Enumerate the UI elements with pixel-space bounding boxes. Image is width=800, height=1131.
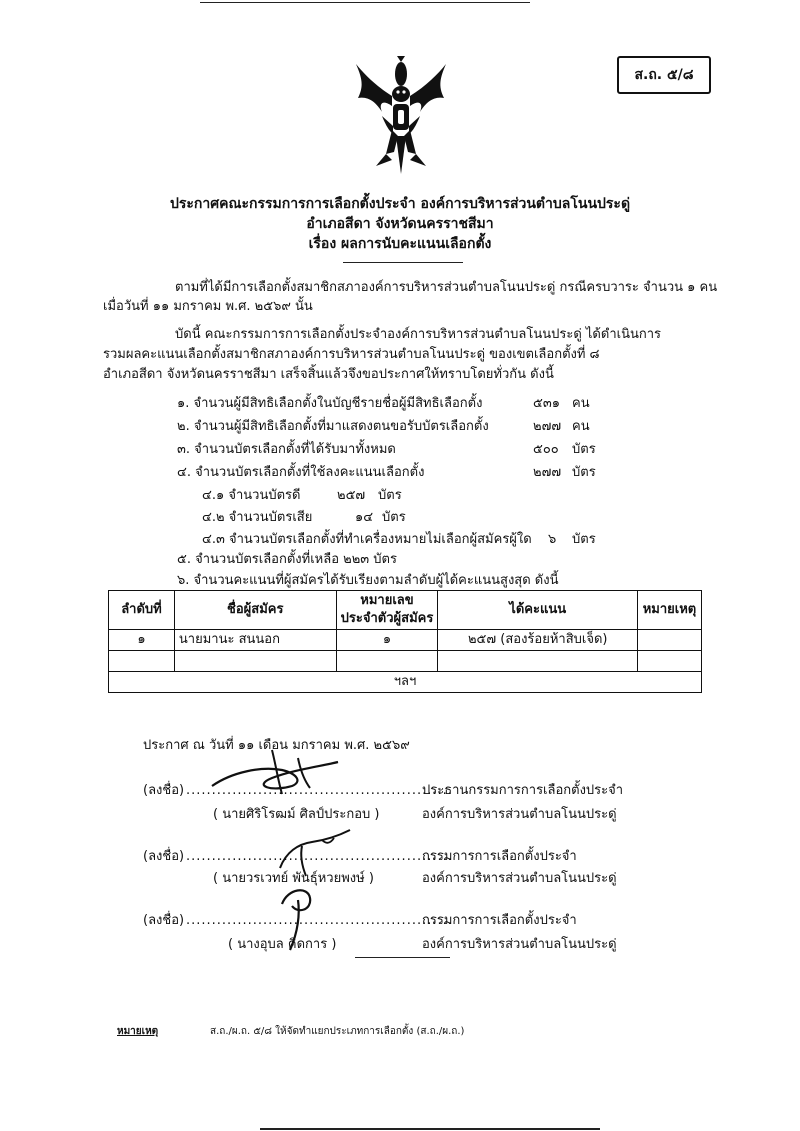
subitem-4-1-label: ๔.๑ จำนวนบัตรดี xyxy=(202,488,301,503)
sign3-dotted-line: .................................................... xyxy=(186,913,453,928)
row-note xyxy=(637,630,701,651)
sign2-title1: กรรมการการเลือกตั้งประจำ xyxy=(422,849,577,864)
signature-2-icon xyxy=(272,822,362,882)
sign3-title2: องค์การบริหารส่วนตำบลโนนประดู่ xyxy=(422,937,617,952)
item-3-unit: บัตร xyxy=(572,442,596,457)
header-line1: ประกาศคณะกรรมการการเลือกตั้งประจำ องค์การบริหารส่วนตำบลโนนประดู่ xyxy=(169,196,631,212)
garuda-emblem-icon xyxy=(346,56,456,176)
header-line3: เรื่อง ผลการนับคะแนนเลือกตั้ง xyxy=(308,236,492,252)
item-6: ๖. จำนวนคะแนนที่ผู้สมัครได้รับเรียงตามลำดับผู้ได้คะแนนสูงสุด ดังนี้ xyxy=(177,573,559,588)
note-label: หมายเหตุ xyxy=(117,1026,159,1037)
table-footer-row xyxy=(109,672,702,693)
subitem-4-1-value: ๒๕๗ xyxy=(337,488,366,503)
row-name: นายมานะ สนนอก xyxy=(174,630,336,651)
table-footer: ฯลฯ xyxy=(109,672,702,693)
paragraph2-line1: บัดนี้ คณะกรรมการการเลือกตั้งประจำองค์การบริหารส่วนตำบลโนนประดู่ ได้ดำเนินการ xyxy=(175,327,661,342)
subitem-4-2-unit: บัตร xyxy=(382,510,406,525)
sign2-title2: องค์การบริหารส่วนตำบลโนนประดู่ xyxy=(422,871,617,886)
item-4-label: ๔. จำนวนบัตรเลือกตั้งที่ใช้ลงคะแนนเลือกตั้ง xyxy=(177,465,425,480)
item-3-label: ๓. จำนวนบัตรเลือกตั้งที่ได้รับมาทั้งหมด xyxy=(177,442,396,457)
sign3-name: ( นางอุบล คิดการ ) xyxy=(228,937,337,952)
paragraph1-line1: ตามที่ได้มีการเลือกตั้งสมาชิกสภาองค์การบริหารส่วนตำบลโนนประดู่ กรณีครบวาระ จำนวน ๑ คน xyxy=(175,280,718,295)
signature-divider xyxy=(355,957,450,958)
note-text: ส.ถ./ผ.ถ. ๕/๘ ให้จัดทำแยกประเภทการเลือกตั้ง (ส.ถ./ผ.ถ.) xyxy=(210,1026,465,1037)
form-code-box: ส.ถ. ๕/๘ xyxy=(617,56,711,94)
item-2-label: ๒. จำนวนผู้มีสิทธิเลือกตั้งที่มาแสดงตนขอรับบัตรเลือกตั้ง xyxy=(177,419,489,434)
bottom-rule xyxy=(260,1128,600,1130)
item-5: ๕. จำนวนบัตรเลือกตั้งที่เหลือ ๒๒๓ บัตร xyxy=(177,552,397,567)
subitem-4-2-value: ๑๔ xyxy=(355,510,374,525)
header-number-line2: ประจำตัวผู้สมัคร xyxy=(340,611,434,626)
paragraph1-line2: เมื่อวันที่ ๑๑ มกราคม พ.ศ. ๒๕๖๙ นั้น xyxy=(103,299,313,314)
header-divider xyxy=(343,262,463,263)
sign3-label: (ลงชื่อ) xyxy=(143,913,185,928)
header-score: ได้คะแนน xyxy=(438,591,638,630)
subitem-4-1-unit: บัตร xyxy=(378,488,402,503)
signature-3-icon xyxy=(268,884,328,954)
table-header-row xyxy=(109,591,702,630)
subitem-4-3-label: ๔.๓ จำนวนบัตรเลือกตั้งที่ทำเครื่องหมายไม่เลือกผู้สมัครผู้ใด xyxy=(202,532,532,547)
item-4-value: ๒๗๗ xyxy=(533,465,562,480)
signature-1-icon xyxy=(202,742,342,802)
paragraph2-line3: อำเภอสีดา จังหวัดนครราชสีมา เสร็จสิ้นแล้วจึงขอประกาศให้ทราบโดยทั่วกัน ดังนี้ xyxy=(103,367,554,382)
header-number-line1: หมายเลข xyxy=(360,593,414,608)
paragraph2-line2: รวมผลคะแนนเลือกตั้งสมาชิกสภาองค์การบริหารส่วนตำบลโนนประดู่ ของเขตเลือกตั้งที่ ๘ xyxy=(103,347,600,362)
row-score: ๒๕๗ (สองร้อยห้าสิบเจ็ด) xyxy=(438,630,638,651)
sign1-title1: ประธานกรรมการการเลือกตั้งประจำ xyxy=(422,783,624,798)
item-1-value: ๕๓๑ xyxy=(533,396,560,411)
item-2-unit: คน xyxy=(572,419,590,434)
subitem-4-3-unit: บัตร xyxy=(572,532,596,547)
header-order: ลำดับที่ xyxy=(109,591,175,630)
sign1-dotted-line: .................................................... xyxy=(186,783,453,798)
row-number: ๑ xyxy=(336,630,438,651)
header-name: ชื่อผู้สมัคร xyxy=(174,591,336,630)
item-4-unit: บัตร xyxy=(572,465,596,480)
sign1-label: (ลงชื่อ) xyxy=(143,783,185,798)
sign3-title1: กรรมการการเลือกตั้งประจำ xyxy=(422,913,577,928)
sign1-name: ( นายศิริโรฒม์ ศิลป์ประกอบ ) xyxy=(213,807,380,822)
item-2-value: ๒๗๗ xyxy=(533,419,562,434)
header-line2: อำเภอสีดา จังหวัดนครราชสีมา xyxy=(306,216,494,232)
table-row xyxy=(109,630,702,651)
item-3-value: ๕๐๐ xyxy=(533,442,559,457)
item-1-unit: คน xyxy=(572,396,590,411)
sign2-name: ( นายวรเวทย์ พันธุ์หวยพงษ์ ) xyxy=(213,871,374,886)
sign2-dotted-line: .................................................... xyxy=(186,849,453,864)
header-note: หมายเหตุ xyxy=(637,591,701,630)
subitem-4-2-label: ๔.๒ จำนวนบัตรเสีย xyxy=(202,510,313,525)
item-1-label: ๑. จำนวนผู้มีสิทธิเลือกตั้งในบัญชีรายชื่อผู้มีสิทธิเลือกตั้ง xyxy=(177,396,483,411)
results-table xyxy=(108,590,702,693)
subitem-4-3-value: ๖ xyxy=(548,532,557,547)
table-row-empty xyxy=(109,651,702,672)
row-order: ๑ xyxy=(109,630,175,651)
header-number xyxy=(336,591,438,630)
sign1-title2: องค์การบริหารส่วนตำบลโนนประดู่ xyxy=(422,807,617,822)
top-rule xyxy=(200,2,530,3)
sign2-label: (ลงชื่อ) xyxy=(143,849,185,864)
announce-date: ประกาศ ณ วันที่ ๑๑ เดือน มกราคม พ.ศ. ๒๕๖๙ xyxy=(143,738,410,753)
